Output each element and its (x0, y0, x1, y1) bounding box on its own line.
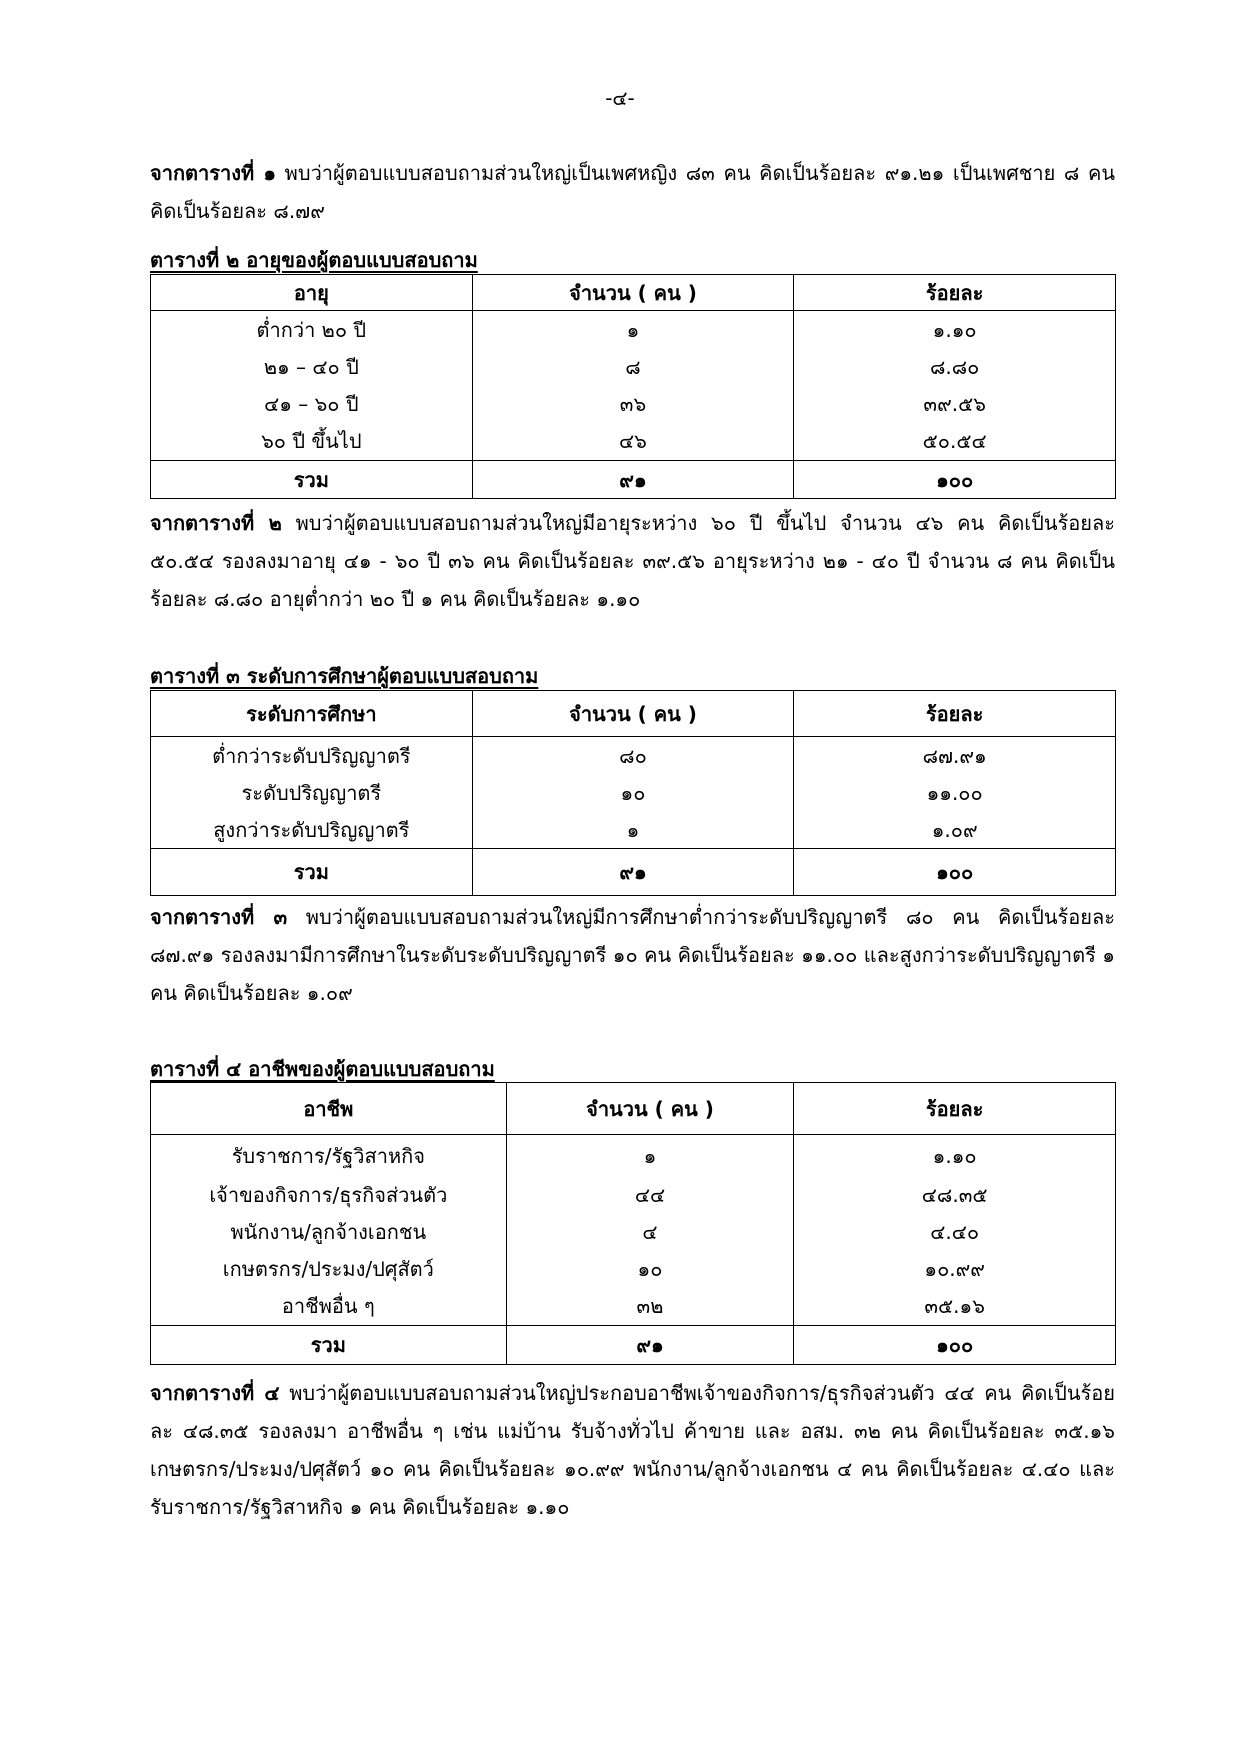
table-row (151, 1177, 1116, 1214)
table-cell: ๑.๑๐ (794, 311, 1116, 349)
table4-title: ตารางที่ ๔ อาชีพของผู้ตอบแบบสอบถาม (150, 1057, 495, 1081)
table-header-row (151, 275, 1116, 311)
table-cell: ๘.๘๐ (794, 349, 1116, 386)
table-cell: ๘ (472, 349, 794, 386)
table-cell: ๙๑ (472, 461, 794, 499)
table-row (151, 775, 1116, 812)
table-cell: ๓๖ (472, 386, 794, 423)
column-header: จำนวน ( คน ) (506, 1083, 794, 1135)
table-cell: ๓๕.๑๖ (794, 1288, 1116, 1326)
table-cell: ๑๐๐ (794, 1326, 1116, 1365)
table-cell: ๔๔ (506, 1177, 794, 1214)
paragraph-text: พบว่าผู้ตอบแบบสอบถามส่วนใหญ่มีการศึกษาต่ำกว่าระดับปริญญาตรี ๘๐ คน คิดเป็นร้อยละ ๘๗.๙๑ รองลงมามีการศึกษาในระดับระดับปริญญาตรี ๑๐ คน คิดเป็นร้อยละ ๑๑.๐๐ และสูงกว่าระดับปริญญาตรี ๑ คน คิดเป็นร้อยละ ๑.๐๙ (150, 905, 1116, 1005)
table-cell: ๕๐.๕๔ (794, 423, 1116, 461)
table-cell: ๖๐ ปี ขึ้นไป (151, 423, 473, 461)
table-row (151, 737, 1116, 775)
table-cell: เจ้าของกิจการ/ธุรกิจส่วนตัว (151, 1177, 507, 1214)
table-cell: ๑ (472, 311, 794, 349)
table-cell: ๑.๐๙ (794, 812, 1116, 849)
table-cell: ๙๑ (472, 849, 794, 896)
table-cell: พนักงาน/ลูกจ้างเอกชน (151, 1214, 507, 1251)
table-row (151, 423, 1116, 461)
table-cell: ๒๑ – ๔๐ ปี (151, 349, 473, 386)
table-cell: รวม (151, 849, 473, 896)
table3-education (150, 690, 1116, 896)
table-cell: ๑ (506, 1135, 794, 1177)
table-total-row (151, 849, 1116, 896)
table-cell: รวม (151, 1326, 507, 1365)
table-cell: ๔๖ (472, 423, 794, 461)
paragraph-text: พบว่าผู้ตอบแบบสอบถามส่วนใหญ่มีอายุระหว่าง ๖๐ ปี ขึ้นไป จำนวน ๔๖ คน คิดเป็นร้อยละ ๕๐.๕๔ รองลงมาอายุ ๔๑ - ๖๐ ปี ๓๖ คน คิดเป็นร้อยละ ๓๙.๕๖ อายุระหว่าง ๒๑ - ๔๐ ปี จำนวน ๘ คน คิดเป็นร้อยละ ๘.๘๐ อายุต่ำกว่า ๒๐ ปี ๑ คน คิดเป็นร้อยละ ๑.๑๐ (150, 511, 1115, 611)
table-cell: ๓๙.๕๖ (794, 386, 1116, 423)
table-cell: ๑๐ (506, 1251, 794, 1288)
paragraph-table4-summary (150, 1374, 1115, 1526)
table-total-row (151, 461, 1116, 499)
table-cell: รับราชการ/รัฐวิสาหกิจ (151, 1135, 507, 1177)
column-header: ร้อยละ (794, 691, 1116, 737)
table3-title: ตารางที่ ๓ ระดับการศึกษาผู้ตอบแบบสอบถาม (150, 664, 539, 688)
table-cell: สูงกว่าระดับปริญญาตรี (151, 812, 473, 849)
table-total-row (151, 1326, 1116, 1365)
table-header-row (151, 691, 1116, 737)
table-cell: ๑๑.๐๐ (794, 775, 1116, 812)
table-row (151, 1288, 1116, 1326)
paragraph-lead: จากตารางที่ ๔ (150, 1381, 280, 1405)
column-header: ร้อยละ (794, 1083, 1116, 1135)
paragraph-table2-summary (150, 504, 1115, 618)
table-cell: ๔๑ – ๖๐ ปี (151, 386, 473, 423)
table-cell: ๘๐ (472, 737, 794, 775)
table4-occupation (150, 1082, 1116, 1365)
table-cell: ๑.๑๐ (794, 1135, 1116, 1177)
table-row (151, 349, 1116, 386)
table-cell: ๘๗.๙๑ (794, 737, 1116, 775)
paragraph-lead: จากตารางที่ ๓ (150, 905, 288, 929)
table-cell: อาชีพอื่น ๆ (151, 1288, 507, 1326)
table-cell: ๑๐๐ (794, 461, 1116, 499)
column-header: อายุ (151, 275, 473, 311)
column-header: จำนวน ( คน ) (472, 691, 794, 737)
table-header-row (151, 1083, 1116, 1135)
table-row (151, 386, 1116, 423)
paragraph-lead: จากตารางที่ ๑ (150, 161, 277, 185)
table-cell: ต่ำกว่าระดับปริญญาตรี (151, 737, 473, 775)
table-cell: รวม (151, 461, 473, 499)
table-cell: ๙๑ (506, 1326, 794, 1365)
table-cell: ๑๐.๙๙ (794, 1251, 1116, 1288)
table-row (151, 1251, 1116, 1288)
page-number: -๔- (605, 86, 635, 110)
table-cell: ต่ำกว่า ๒๐ ปี (151, 311, 473, 349)
table-row (151, 1214, 1116, 1251)
column-header: ร้อยละ (794, 275, 1116, 311)
table-cell: ๑๐ (472, 775, 794, 812)
table-cell: ๔๘.๓๕ (794, 1177, 1116, 1214)
table-cell: ๑๐๐ (794, 849, 1116, 896)
table-cell: ระดับปริญญาตรี (151, 775, 473, 812)
table2-title: ตารางที่ ๒ อายุของผู้ตอบแบบสอบถาม (150, 248, 478, 272)
table-cell: เกษตรกร/ประมง/ปศุสัตว์ (151, 1251, 507, 1288)
paragraph-table1-summary (150, 154, 1115, 230)
paragraph-text: พบว่าผู้ตอบแบบสอบถามส่วนใหญ่ประกอบอาชีพเจ้าของกิจการ/ธุรกิจส่วนตัว ๔๔ คน คิดเป็นร้อยละ ๔๘.๓๕ รองลงมา อาชีพอื่น ๆ เช่น แม่บ้าน รับจ้างทั่วไป ค้าขาย และ อสม. ๓๒ คน คิดเป็นร้อยละ ๓๕.๑๖ เกษตรกร/ประมง/ปศุสัตว์ ๑๐ คน คิดเป็นร้อยละ ๑๐.๙๙ พนักงาน/ลูกจ้างเอกชน ๔ คน คิดเป็นร้อยละ ๔.๔๐ และรับราชการ/รัฐวิสาหกิจ ๑ คน คิดเป็นร้อยละ ๑.๑๐ (150, 1381, 1115, 1519)
table-cell: ๔.๔๐ (794, 1214, 1116, 1251)
column-header: อาชีพ (151, 1083, 507, 1135)
paragraph-text: พบว่าผู้ตอบแบบสอบถามส่วนใหญ่เป็นเพศหญิง ๘๓ คน คิดเป็นร้อยละ ๙๑.๒๑ เป็นเพศชาย ๘ คน คิดเป็นร้อยละ ๘.๗๙ (150, 161, 1115, 223)
column-header: จำนวน ( คน ) (472, 275, 794, 311)
table-row (151, 812, 1116, 849)
table-cell: ๓๒ (506, 1288, 794, 1326)
paragraph-lead: จากตารางที่ ๒ (150, 511, 282, 535)
table-cell: ๔ (506, 1214, 794, 1251)
table-row (151, 1135, 1116, 1177)
table-row (151, 311, 1116, 349)
column-header: ระดับการศึกษา (151, 691, 473, 737)
table2-age (150, 274, 1116, 499)
table-cell: ๑ (472, 812, 794, 849)
paragraph-table3-summary (150, 898, 1115, 1012)
